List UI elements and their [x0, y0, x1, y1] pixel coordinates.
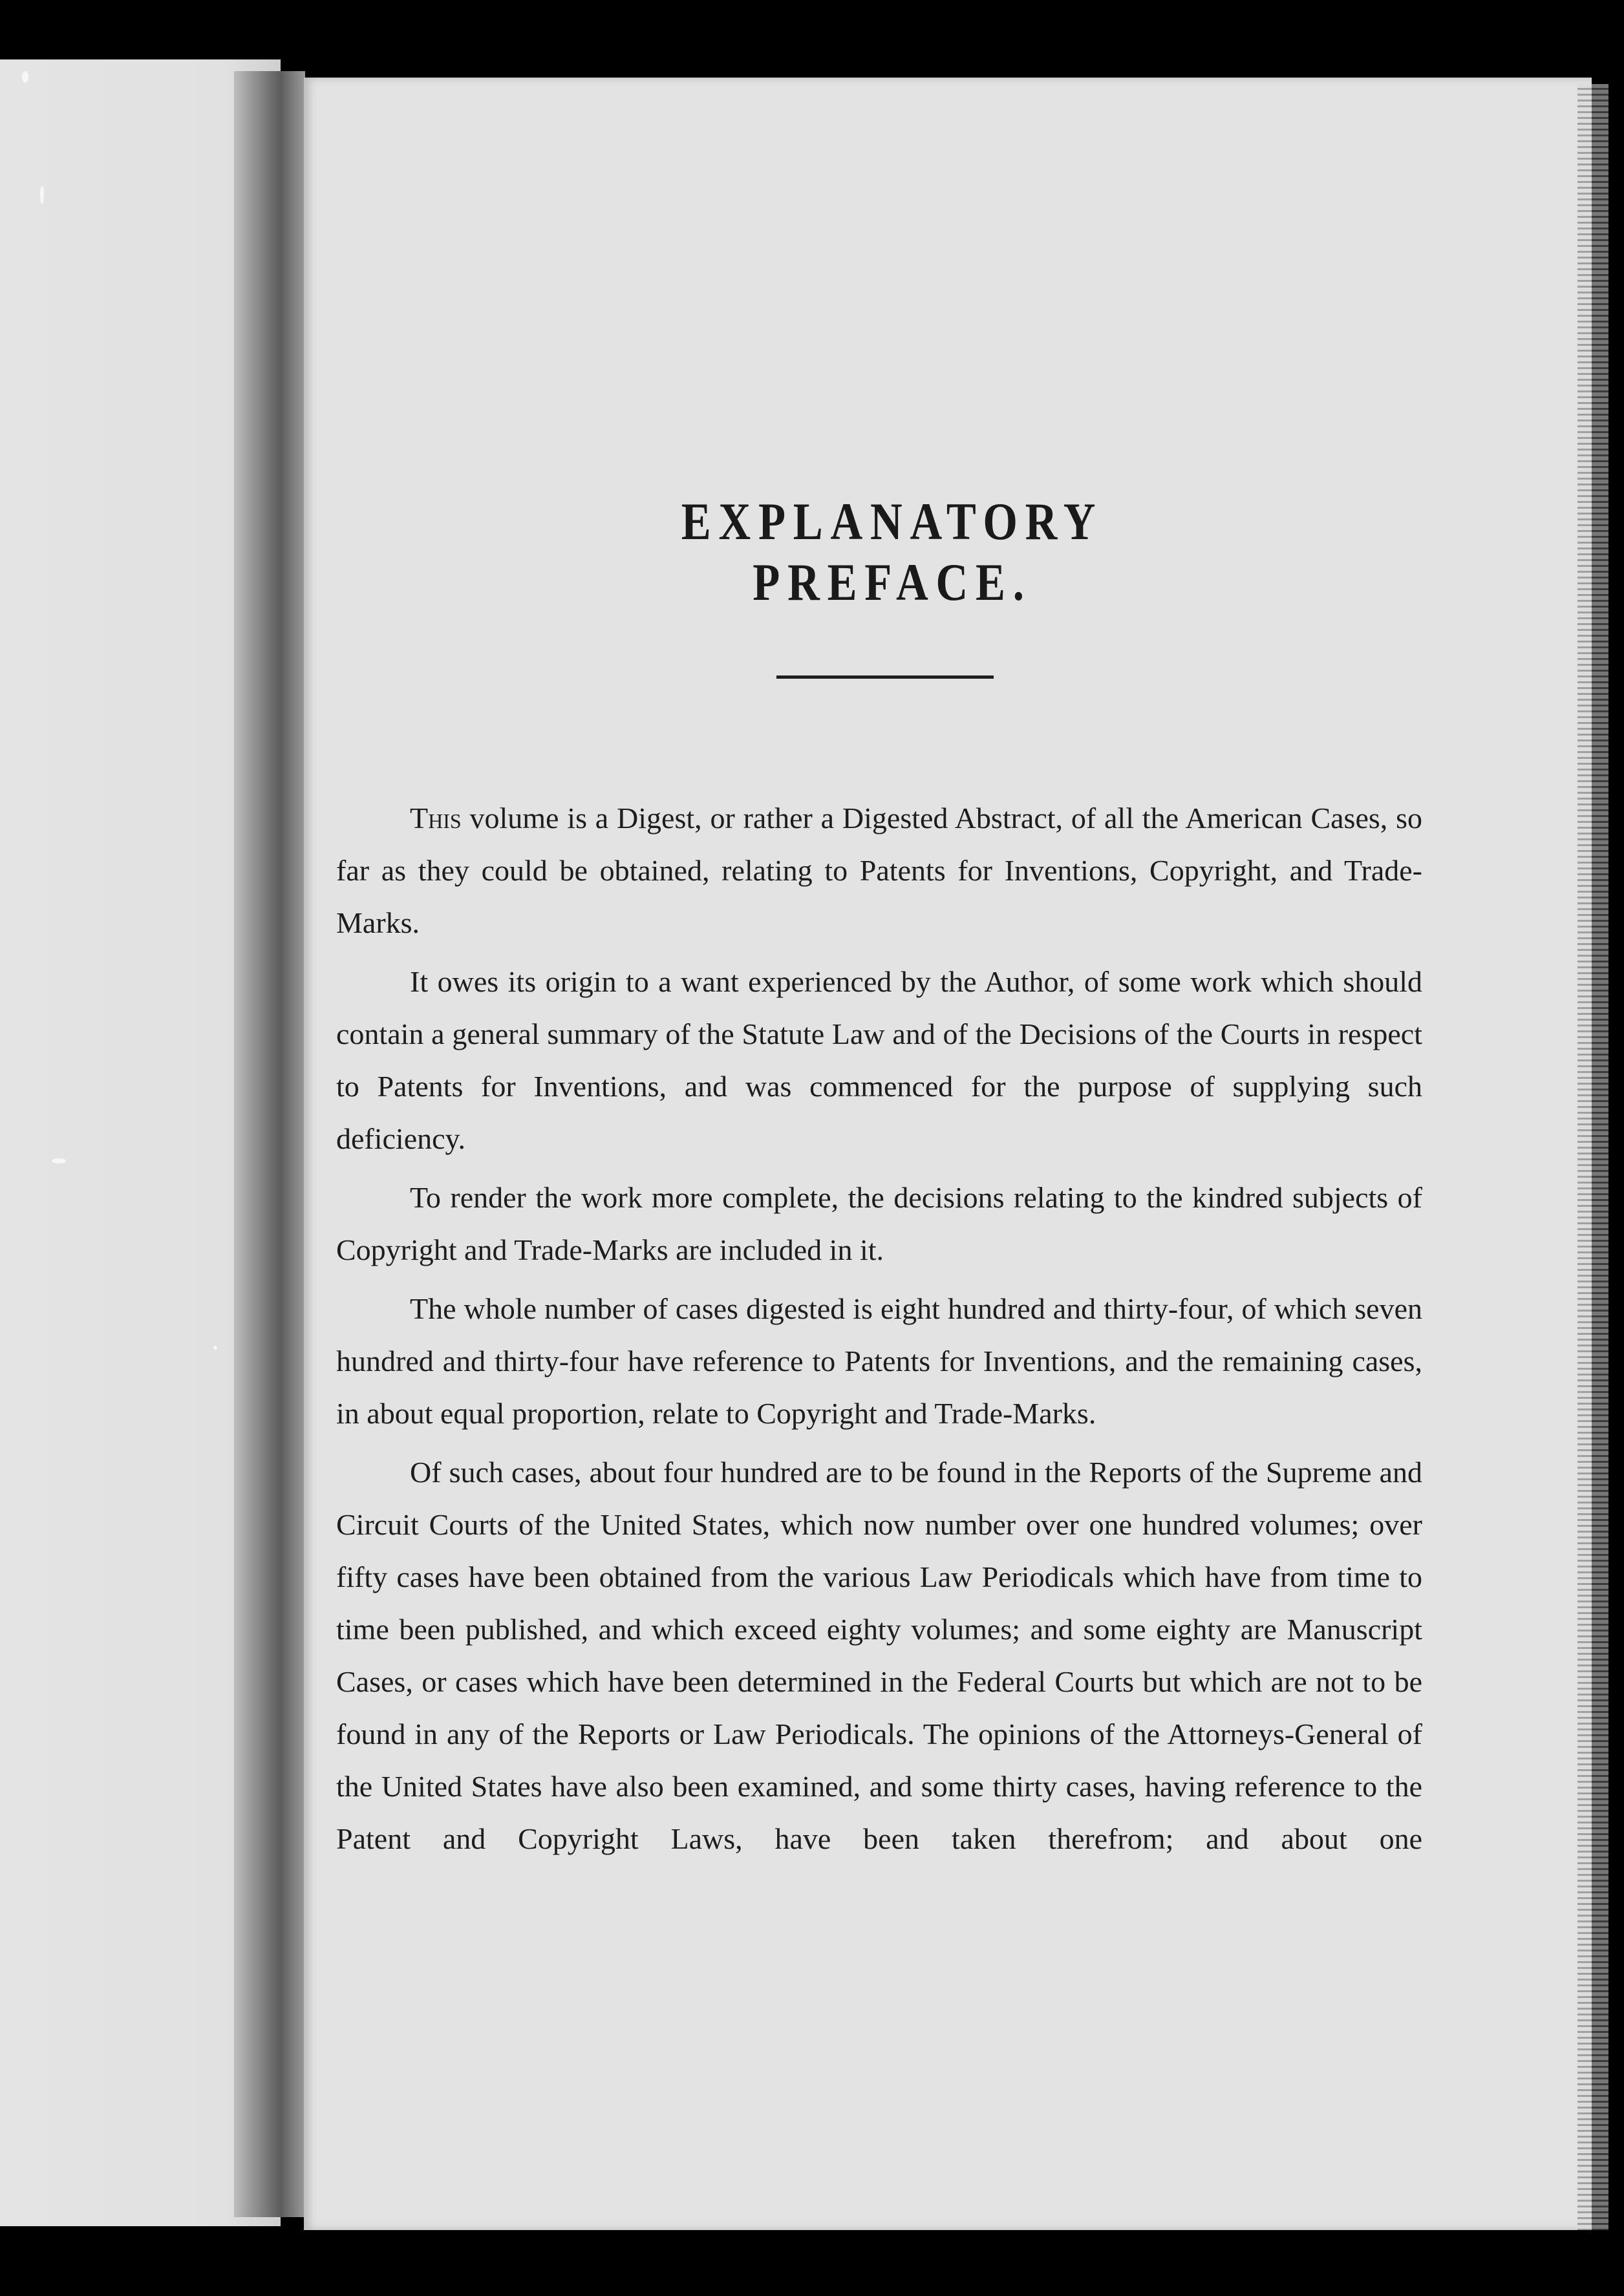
- paragraph-5: [336, 1446, 1422, 1865]
- paper-speck: [40, 186, 44, 204]
- paragraph-1: [336, 792, 1422, 949]
- paragraph-lead-word: This: [410, 802, 462, 834]
- preface-body: [336, 792, 1422, 1871]
- paper-speck: [22, 71, 28, 83]
- title-rule: [776, 675, 994, 679]
- paragraph-text: Of such cases, about four hundred are to be found in the Reports of the Supreme and Circuit Courts of the United States, which now number over one hundred volumes; over fifty cases have been obtained from the various Law Periodicals which have from time to time been published, and which exceed eighty volumes; and some eighty are Manuscript Cases, or cases which have been determined in the Federal Courts but which are not to be found in any of the Reports or Law Periodicals. The opinions of the Attorneys-General of the United States have also been examined, and some thirty cases, having reference to the Patent and Copyright Laws, have been taken therefrom; and about one: [336, 1456, 1422, 1855]
- paragraph-4: [336, 1282, 1422, 1440]
- paragraph-2: [336, 955, 1422, 1165]
- paragraph-3: [336, 1171, 1422, 1276]
- paragraph-text: The whole number of cases digested is eight hundred and thirty-four, of which seven hundred and thirty-four have reference to Patents for Inventions, and the remaining cases, in about equal proportion, relate to Copyright and Trade-Marks.: [336, 1292, 1422, 1430]
- book-gutter: [234, 71, 305, 2217]
- paragraph-text: To render the work more complete, the decisions relating to the kindred subjects of Copyright and Trade-Marks are included in it.: [336, 1181, 1422, 1266]
- page-title: EXPLANATORY PREFACE.: [681, 492, 1104, 611]
- page-edge-fore: [1577, 84, 1608, 2230]
- paragraph-text: volume is a Digest, or rather a Digested Abstract, of all the American Cases, so far as they could be obtained, relating to Patents for Inventions, Copyright, and Trade-Marks.: [336, 802, 1422, 939]
- paper-speck: [213, 1346, 217, 1350]
- paper-speck: [52, 1158, 66, 1164]
- paragraph-text: It owes its origin to a want experienced by the Author, of some work which should contain a general summary of the Statute Law and of the Decisions of the Courts in respect to Patents for Inventions, and was commenced for the purpose of supplying such deficiency.: [336, 965, 1422, 1155]
